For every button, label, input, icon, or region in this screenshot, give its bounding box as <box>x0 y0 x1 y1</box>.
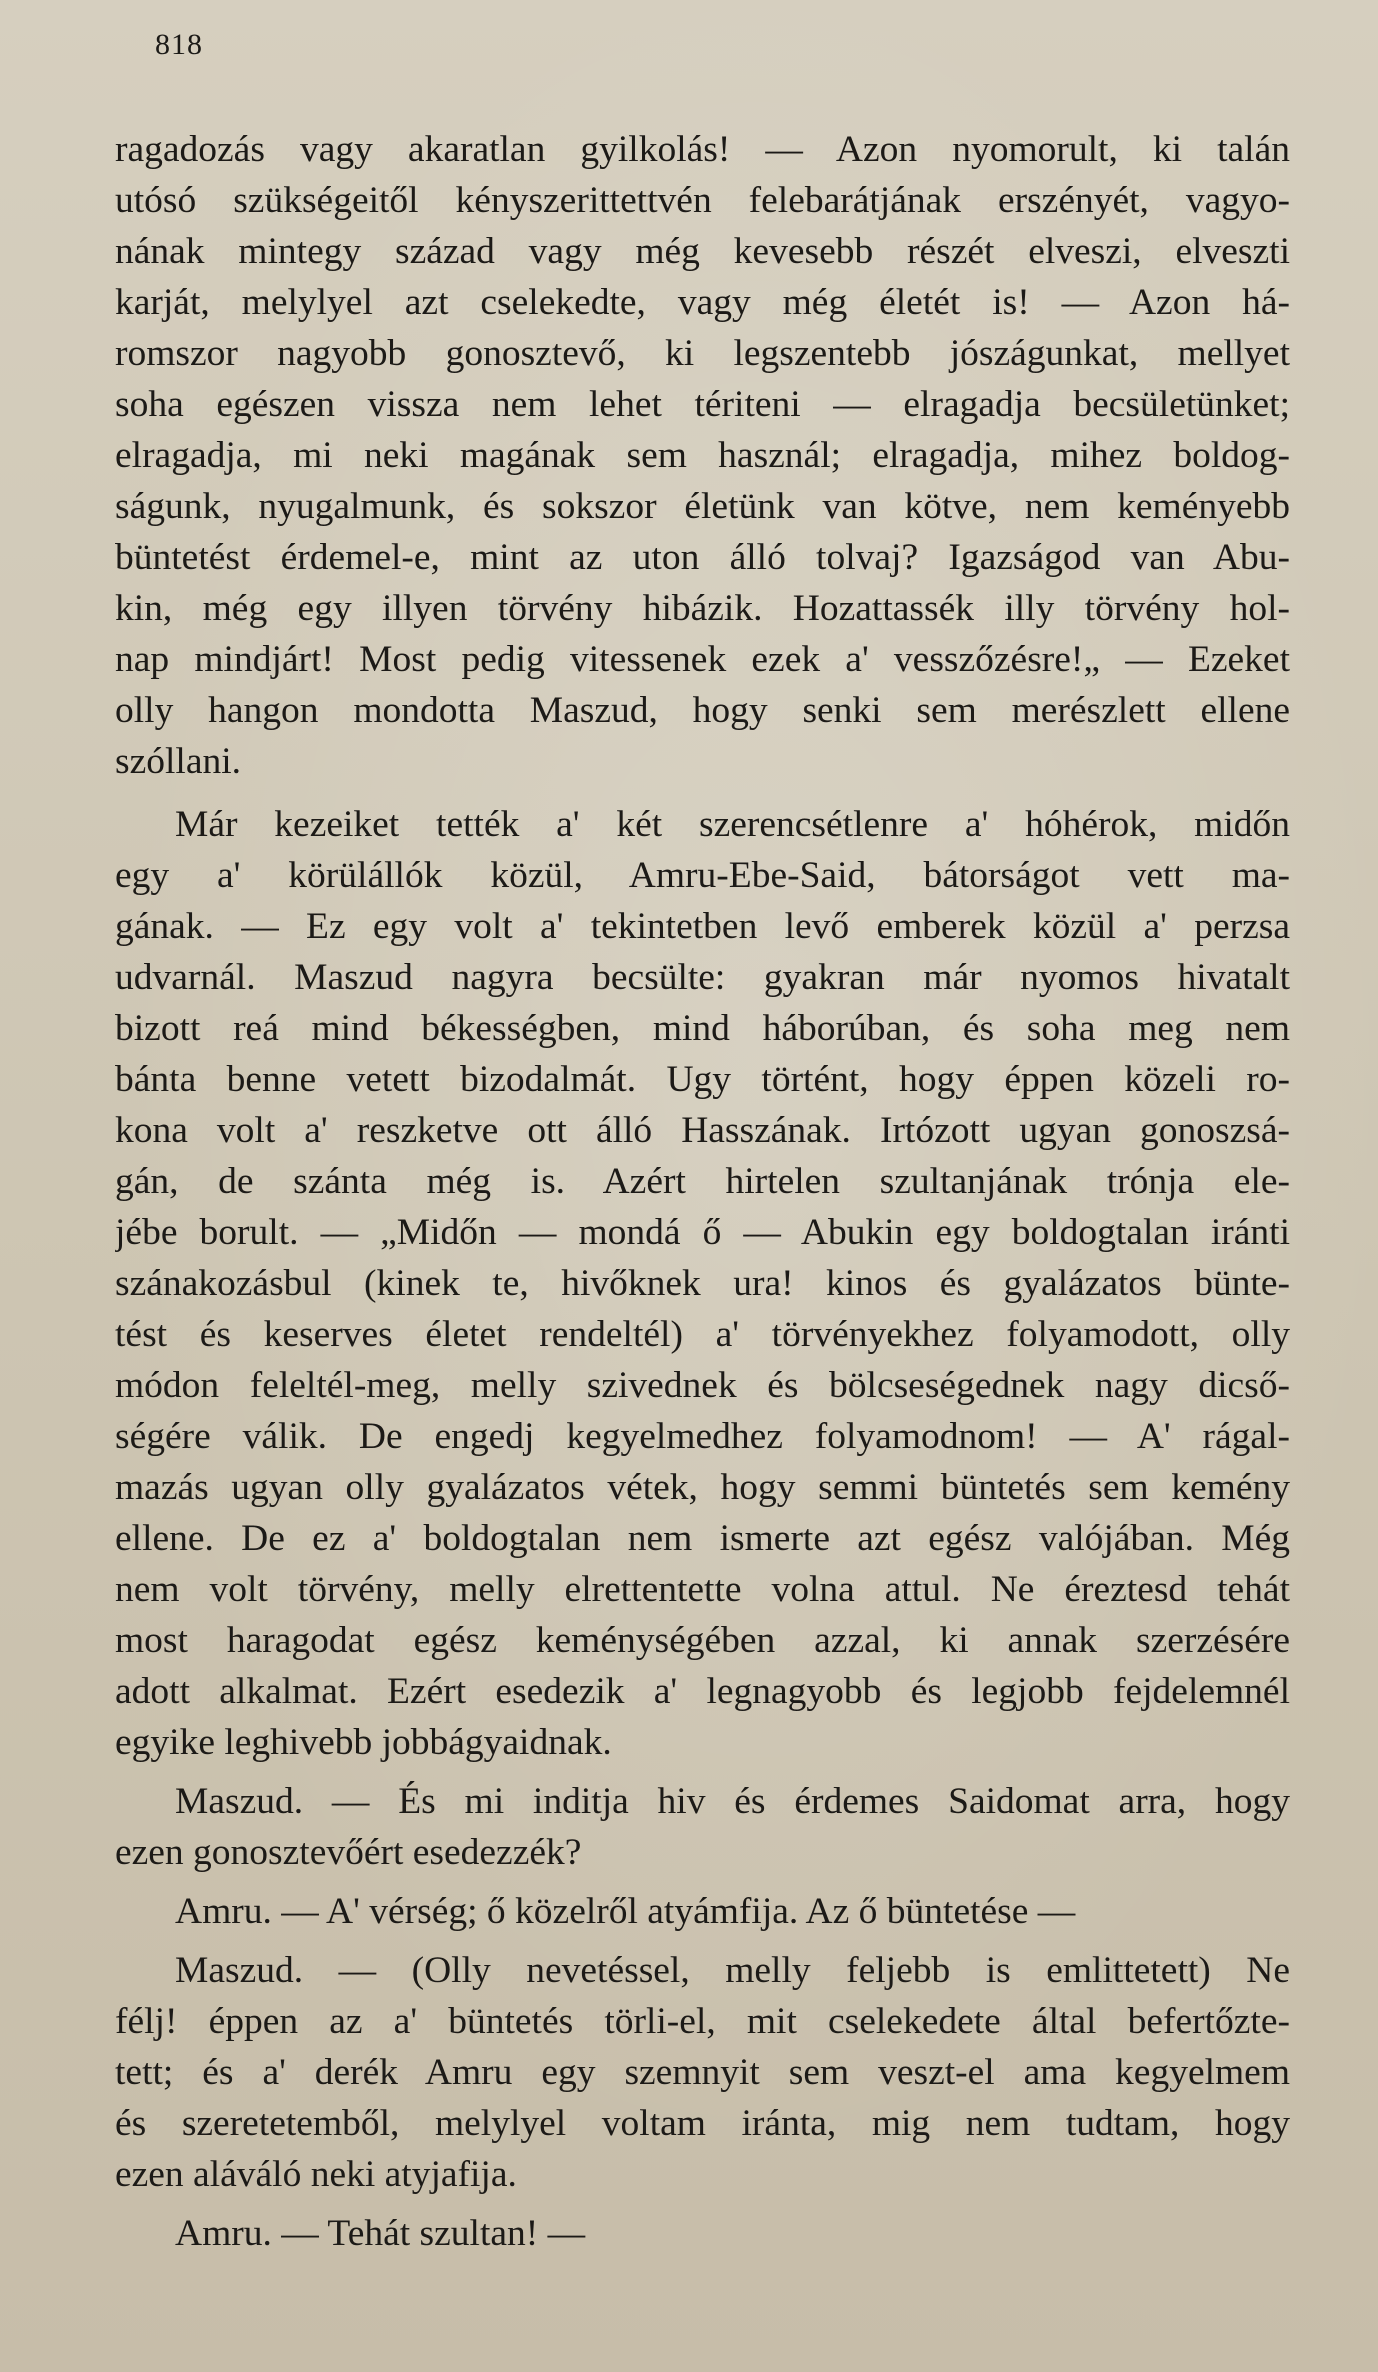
text-line: büntetést érdemel-e, mint az uton álló tolvaj? Igazságod van Abu- <box>115 537 1290 578</box>
text-line: utósó szükségeitől kényszerittettvén felebarátjának erszényét, vagyo- <box>115 180 1290 221</box>
text-line: nának mintegy század vagy még kevesebb részét elveszi, elveszti <box>115 231 1290 272</box>
text-line: Amru. — Tehát szultan! — <box>175 2213 586 2254</box>
text-line: kona volt a' reszketve ott álló Hasszának. Irtózott ugyan gonoszsá- <box>115 1110 1290 1151</box>
text-line: karját, melylyel azt cselekedte, vagy még életét is! — Azon há- <box>115 282 1290 323</box>
text-line: egy a' körülállók közül, Amru-Ebe-Said, bátorságot vett ma- <box>115 855 1290 896</box>
text-line: ezen gonosztevőért esedezzék? <box>115 1832 582 1873</box>
text-line: és szeretetemből, melylyel voltam iránta, mig nem tudtam, hogy <box>115 2103 1290 2144</box>
text-line: udvarnál. Maszud nagyra becsülte: gyakran már nyomos hivatalt <box>115 957 1290 998</box>
page-number: 818 <box>155 28 203 61</box>
text-line: tést és keserves életet rendeltél) a' törvényekhez folyamodott, olly <box>115 1314 1290 1355</box>
text-line: gán, de szánta még is. Azért hirtelen szultanjának trónja ele- <box>115 1161 1290 1202</box>
paragraph <box>115 124 1290 787</box>
text-line: elragadja, mi neki magának sem használ; elragadja, mihez boldog- <box>115 435 1290 476</box>
text-line: olly hangon mondotta Maszud, hogy senki sem merészlett ellene <box>115 690 1290 731</box>
text-line: soha egészen vissza nem lehet tériteni — elragadja becsületünket; <box>115 384 1290 425</box>
text-line: nap mindjárt! Most pedig vitessenek ezek a' vesszőzésre!„ — Ezeket <box>115 639 1290 680</box>
text-line: Már kezeiket tették a' két szerencsétlenre a' hóhérok, midőn <box>175 804 1290 845</box>
text-line: tett; és a' derék Amru egy szemnyit sem veszt-el ama kegyelmem <box>115 2052 1290 2093</box>
text-line: ragadozás vagy akaratlan gyilkolás! — Azon nyomorult, ki talán <box>115 129 1290 170</box>
text-line: Maszud. — És mi inditja hiv és érdemes Saidomat arra, hogy <box>175 1781 1290 1822</box>
text-line: ségére válik. De engedj kegyelmedhez folyamodnom! — A' rágal- <box>115 1416 1290 1457</box>
text-line: ezen aláváló neki atyjafija. <box>115 2154 517 2195</box>
text-line: jébe borult. — „Midőn — mondá ő — Abukin egy boldogtalan iránti <box>115 1212 1290 1253</box>
dialogue-paragraph <box>115 1886 1290 1937</box>
text-line: félj! éppen az a' büntetés törli-el, mit cselekedete által befertőzte- <box>115 2001 1290 2042</box>
dialogue-paragraph <box>115 2208 1290 2259</box>
text-line: kin, még egy illyen törvény hibázik. Hozattassék illy törvény hol- <box>115 588 1290 629</box>
text-line: szánakozásbul (kinek te, hivőknek ura! kinos és gyalázatos bünte- <box>115 1263 1290 1304</box>
text-line: ellene. De ez a' boldogtalan nem ismerte azt egész valójában. Még <box>115 1518 1290 1559</box>
text-line: szóllani. <box>115 741 242 782</box>
text-line: egyike leghivebb jobbágyaidnak. <box>115 1722 612 1763</box>
text-line: romszor nagyobb gonosztevő, ki legszentebb jószágunkat, mellyet <box>115 333 1290 374</box>
dialogue-paragraph <box>115 1945 1290 2200</box>
text-line: most haragodat egész keménységében azzal, ki annak szerzésére <box>115 1620 1290 1661</box>
text-line: bánta benne vetett bizodalmát. Ugy történt, hogy éppen közeli ro- <box>115 1059 1290 1100</box>
text-line: Maszud. — (Olly nevetéssel, melly feljebb is emlittetett) Ne <box>175 1950 1290 1991</box>
dialogue-paragraph <box>115 1776 1290 1878</box>
text-line: nem volt törvény, melly elrettentette volna attul. Ne éreztesd tehát <box>115 1569 1290 1610</box>
page-body <box>115 124 1290 2259</box>
text-line: módon feleltél-meg, melly szivednek és bölcseségednek nagy dicső- <box>115 1365 1290 1406</box>
text-line: adott alkalmat. Ezért esedezik a' legnagyobb és legjobb fejdelemnél <box>115 1671 1290 1712</box>
text-line: ságunk, nyugalmunk, és sokszor életünk van kötve, nem keményebb <box>115 486 1290 527</box>
text-line: bizott reá mind békességben, mind háborúban, és soha meg nem <box>115 1008 1290 1049</box>
text-line: Amru. — A' vérség; ő közelről atyámfija. Az ő büntetése — <box>175 1891 1076 1932</box>
text-line: mazás ugyan olly gyalázatos vétek, hogy semmi büntetés sem kemény <box>115 1467 1290 1508</box>
text-line: gának. — Ez egy volt a' tekintetben levő emberek közül a' perzsa <box>115 906 1290 947</box>
paragraph <box>115 799 1290 1768</box>
